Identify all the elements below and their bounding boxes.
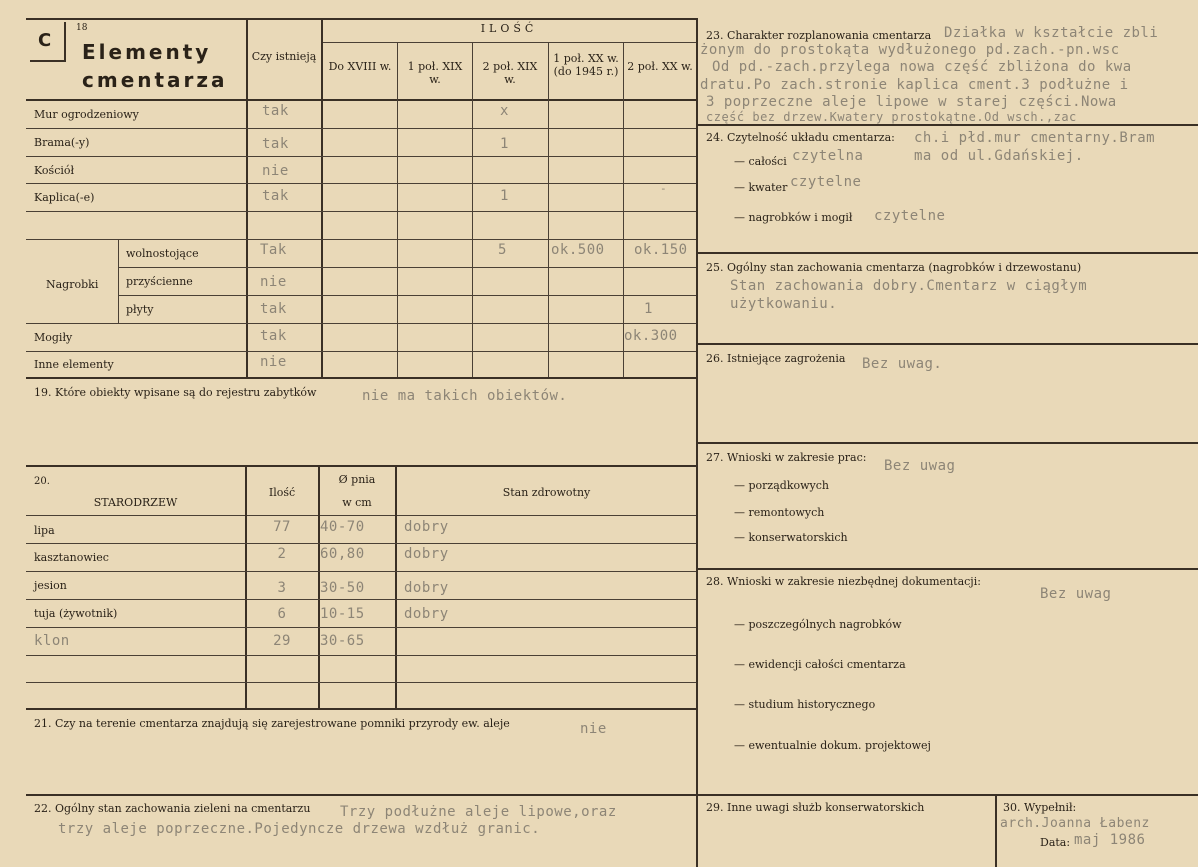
period-header: 1 poł. XX w. (do 1945 r.) xyxy=(553,52,619,78)
page-title-line1: Elementy xyxy=(82,40,212,64)
frame-line xyxy=(696,568,1198,570)
q28-answer: Bez uwag xyxy=(1040,586,1112,602)
tree-count: 6 xyxy=(277,606,287,622)
q24-item-answer: czytelne xyxy=(790,174,862,190)
frame-line xyxy=(26,599,696,600)
frame-line xyxy=(26,682,696,683)
frame-line xyxy=(26,239,696,240)
frame-line xyxy=(26,156,696,157)
frame-line xyxy=(26,323,696,324)
frame-line xyxy=(397,42,398,378)
frame-line xyxy=(26,18,696,20)
element-label: Brama(-y) xyxy=(34,136,90,149)
frame-line xyxy=(696,124,1198,126)
q27-answer: Bez uwag xyxy=(884,458,956,474)
period-header: 2 poł. XIX w. xyxy=(482,60,538,86)
tree-count: 2 xyxy=(277,546,287,562)
nagrobki-type-label: przyścienne xyxy=(126,275,193,288)
element-exists: nie xyxy=(260,354,287,370)
trees-count-header: Ilość xyxy=(268,486,296,499)
trees-num: 20. xyxy=(34,476,50,487)
q24-item-answer: czytelne xyxy=(874,208,946,224)
frame-line xyxy=(26,515,696,516)
frame-line xyxy=(26,128,696,129)
q24-item-label: — nagrobków i mogił xyxy=(734,211,853,224)
element-exists: tak xyxy=(262,188,289,204)
tree-health: dobry xyxy=(404,519,449,535)
element-exists: Tak xyxy=(260,242,287,258)
trees-health-header: Stan zdrowotny xyxy=(502,486,591,499)
tree-count: 29 xyxy=(273,633,291,649)
q30-date-label: Data: xyxy=(1040,836,1071,849)
tree-health: dobry xyxy=(404,580,449,596)
q22-answer-line2: trzy aleje poprzeczne.Pojedyncze drzewa wzdłuż granic. xyxy=(58,821,541,837)
frame-line xyxy=(696,252,1198,254)
q27-label: 27. Wnioski w zakresie prac: xyxy=(706,451,867,464)
frame-line xyxy=(26,211,696,212)
q22-label: 22. Ogólny stan zachowania zieleni na cmentarzu xyxy=(34,802,311,815)
element-label: Mur ogrodzeniowy xyxy=(34,108,139,121)
trees-diam-header: w cm xyxy=(342,496,372,509)
q23-line: ch.i płd.mur cmentarny.Bram xyxy=(914,130,1156,146)
q21-answer: nie xyxy=(580,721,607,737)
q22-answer-line1: Trzy podłużne aleje lipowe,oraz xyxy=(340,804,617,820)
q23-line: Od pd.-zach.przylega nowa część zbliżona do kwa xyxy=(712,59,1132,75)
frame-line xyxy=(118,239,119,323)
page-number: 18 xyxy=(76,23,88,33)
frame-line xyxy=(26,655,696,656)
q24-item-answer: czytelna xyxy=(792,148,864,164)
element-count: - xyxy=(660,182,668,195)
element-exists: nie xyxy=(260,274,287,290)
frame-line xyxy=(548,42,549,378)
frame-line xyxy=(26,377,696,379)
q24-item-label: — całości xyxy=(734,155,787,168)
q30-name: arch.Joanna Łabenz xyxy=(1000,816,1150,831)
frame-line xyxy=(26,351,696,352)
frame-line xyxy=(395,465,397,708)
q28-item: — studium historycznego xyxy=(734,698,876,711)
period-header: 2 poł. XX w. xyxy=(627,60,693,73)
tree-name: jesion xyxy=(34,579,67,592)
element-count: ok.150 xyxy=(634,242,688,258)
frame-line xyxy=(696,442,1198,444)
q24-label: 24. Czytelność układu cmentarza: xyxy=(706,131,895,144)
page-title-line2: cmentarza xyxy=(82,68,228,92)
frame-line xyxy=(321,18,323,378)
frame-line xyxy=(26,794,696,796)
q24-item-label: — kwater xyxy=(734,181,788,194)
element-exists: tak xyxy=(262,136,289,152)
q28-item: — poszczególnych nagrobków xyxy=(734,618,902,631)
element-label: Inne elementy xyxy=(34,358,114,371)
frame-line xyxy=(26,99,696,101)
tree-diameter: 30-65 xyxy=(320,633,365,649)
q23-line: dratu.Po zach.stronie kaplica cment.3 podłużne i xyxy=(700,77,1129,93)
tree-diameter: 30-50 xyxy=(320,580,365,596)
frame-line xyxy=(26,183,696,184)
q21-label: 21. Czy na terenie cmentarza znajdują się zarejestrowane pomniki przyrody ew. aleje xyxy=(34,717,510,730)
nagrobki-label: Nagrobki xyxy=(46,278,99,291)
tree-name: tuja (żywotnik) xyxy=(34,607,118,620)
frame-line xyxy=(26,543,696,544)
q19-label: 19. Które obiekty wpisane są do rejestru zabytków xyxy=(34,386,317,399)
section-letter-box xyxy=(30,22,66,62)
tree-name: kasztanowiec xyxy=(34,551,109,564)
element-count: ok.300 xyxy=(624,328,678,344)
tree-name: klon xyxy=(34,633,70,649)
frame-line xyxy=(118,267,696,268)
q25-answer-line1: Stan zachowania dobry.Cmentarz w ciągłym xyxy=(730,278,1088,294)
tree-count: 3 xyxy=(277,580,287,596)
q30-date: maj 1986 xyxy=(1074,832,1146,848)
element-exists: tak xyxy=(262,103,289,119)
element-count: 1 xyxy=(500,136,509,152)
q27-item: — remontowych xyxy=(734,506,825,519)
tree-count: 77 xyxy=(273,519,291,535)
period-header: 1 poł. XIX w. xyxy=(407,60,463,86)
element-exists: nie xyxy=(262,163,289,179)
tree-name: lipa xyxy=(34,524,55,537)
element-count: x xyxy=(500,103,509,119)
frame-line xyxy=(26,627,696,628)
q30-label: 30. Wypełnił: xyxy=(1003,801,1077,814)
col-exists-header: Czy istnieją xyxy=(251,50,317,63)
q26-answer: Bez uwag. xyxy=(862,356,943,372)
frame-line xyxy=(246,18,248,378)
element-exists: tak xyxy=(260,328,287,344)
tree-health: dobry xyxy=(404,606,449,622)
q25-label: 25. Ogólny stan zachowania cmentarza (nagrobków i drzewostanu) xyxy=(706,261,1082,274)
element-count: 1 xyxy=(500,188,509,204)
q23-line: ma od ul.Gdańskiej. xyxy=(914,148,1084,164)
frame-line xyxy=(118,295,696,296)
q23-line: żonym do prostokąta wydłużonego pd.zach.-pn.wsc xyxy=(700,42,1120,58)
ilosc-header: ILOŚĆ xyxy=(480,22,538,35)
q23-label: 23. Charakter rozplanowania cmentarza xyxy=(706,29,932,42)
element-label: Kościół xyxy=(34,164,75,177)
frame-line xyxy=(995,794,997,867)
q26-label: 26. Istniejące zagrożenia xyxy=(706,352,846,365)
frame-line xyxy=(26,708,696,710)
frame-line xyxy=(26,465,696,467)
q28-item: — ewidencji całości cmentarza xyxy=(734,658,906,671)
q28-item: — ewentualnie dokum. projektowej xyxy=(734,739,931,752)
q27-item: — porządkowych xyxy=(734,479,829,492)
element-count: ok.500 xyxy=(551,242,605,258)
frame-line xyxy=(696,343,1198,345)
frame-line xyxy=(322,42,696,43)
element-exists: tak xyxy=(260,301,287,317)
tree-diameter: 40-70 xyxy=(320,519,365,535)
q27-item: — konserwatorskich xyxy=(734,531,848,544)
frame-line xyxy=(696,794,1198,796)
q23-line: Działka w kształcie zbli xyxy=(944,25,1159,41)
q29-label: 29. Inne uwagi służb konserwatorskich xyxy=(706,801,925,814)
element-count: 5 xyxy=(498,242,507,258)
nagrobki-type-label: wolnostojące xyxy=(126,247,199,260)
element-label: Kaplica(-e) xyxy=(34,191,95,204)
tree-diameter: 10-15 xyxy=(320,606,365,622)
frame-line xyxy=(472,42,473,378)
section-letter: C xyxy=(38,30,52,51)
q23-line: 3 poprzeczne aleje lipowe w starej części.Nowa xyxy=(706,94,1117,110)
trees-title: STARODRZEW xyxy=(93,496,178,509)
nagrobki-type-label: płyty xyxy=(126,303,154,316)
tree-health: dobry xyxy=(404,546,449,562)
q28-label: 28. Wnioski w zakresie niezbędnej dokumentacji: xyxy=(706,575,981,588)
frame-line xyxy=(26,571,696,572)
element-label: Mogiły xyxy=(34,331,73,344)
period-header: Do XVIII w. xyxy=(328,60,392,73)
tree-diameter: 60,80 xyxy=(320,546,365,562)
q19-answer: nie ma takich obiektów. xyxy=(362,388,568,404)
element-count: 1 xyxy=(644,301,653,317)
q23-line: część bez drzew.Kwatery prostokątne.Od wsch.,zac xyxy=(706,110,1077,124)
q25-answer-line2: użytkowaniu. xyxy=(730,296,838,312)
trees-diam-header: Ø pnia xyxy=(338,473,376,486)
